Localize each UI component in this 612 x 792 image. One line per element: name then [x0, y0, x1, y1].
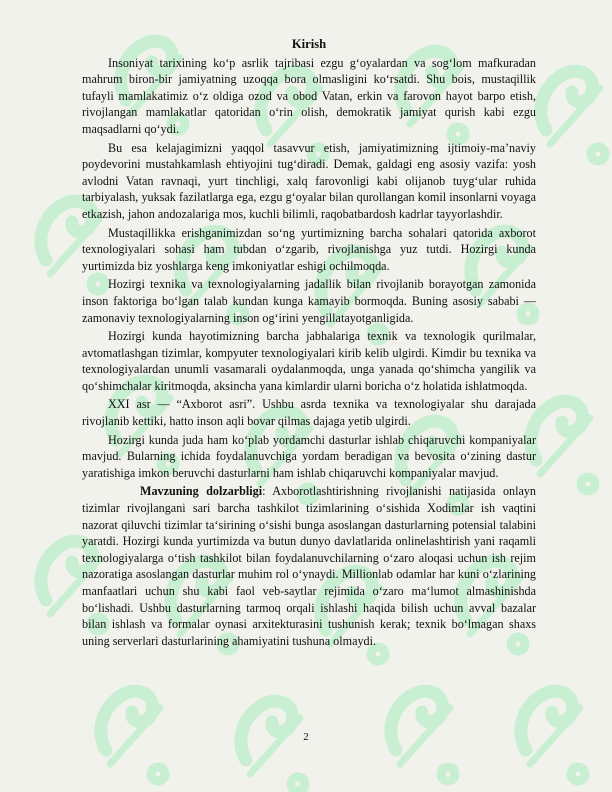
topic-relevance-paragraph	[82, 483, 536, 649]
page-number: 2	[303, 731, 309, 743]
paragraph: Hozirgi texnika va texnologiyalarning jadallik bilan rivojlanib borayotgan zamonida inson faktoriga bo‘lgan talab kundan kunga kamayib bormoqda. Buning asosiy sababi — zamonaviy texnologiyalarning inson og‘irini yengillatayotganligida.	[82, 277, 536, 325]
paragraph: Bu esa kelajagimizni yaqqol tasavvur etish, jamiyatimizning ijtimoiy-ma’naviy poydevorini mustahkamlash ehtiyojini tug‘diradi. Demak, galdagi eng asosiy vazifa: yosh avlodni Vatan ravnaqi, yurt tinchligi, xalq farovonligi kabi olijanob tuyg‘ular ruhida tarbiyalash, yuksak fazilatlarga ega, ezgu g‘oyalar bilan qurollangan komil insonlarni voyaga etkazish, jahon andozalariga mos, kuchli bilimli, raqobatbardosh kadrlar tayyorlashdir.	[82, 140, 536, 221]
section-title: Kirish	[291, 37, 327, 51]
paragraph: Insoniyat tarixining ko‘p asrlik tajribasi ezgu g‘oyalardan va sog‘lom mafkuradan mahrum biron-bir jamiyatning uzoqqa bora olmasligini ko‘rsatdi. Shu bois, mustaqillik tufayli mamlakatimiz o‘z oldiga ozod va obod Vatan, erkin va farovon hayot barpo etish, rivojlangan mamlakatlar qatoridan o‘rin olish, demokratik jamiyat qurish kabi ezgu maqsadlarni qo‘ydi.	[82, 55, 536, 136]
paragraph: Hozirgi kunda hayotimizning barcha jabhalariga texnik va texnologik qurilmalar, avtomatlashgan tizimlar, kompyuter texnologiyalari kirib kelib ulgirdi. Kimdir bu texnika va texnologiyalardan unumli vasamarali oydalanmoqda, unga yanada qo‘shimcha yangilik va qo‘shimchalar kiritmoqda, aksincha yana kimlardir ularni boricha o‘z holatida ishlatmoqda.	[82, 329, 536, 393]
paragraph: Hozirgi kunda juda ham ko‘plab yordamchi dasturlar ishlab chiqaruvchi kompaniyalar mavjud. Bularning ichida foydalanuvchiga yordam beradigan va bevosita o‘zining dastur yaratishiga imkon beruvchi dasturlarni ham ishlab chiqaruvchi kompaniyalar mavjud.	[82, 432, 536, 480]
document-body	[82, 36, 536, 651]
topic-relevance-text: : Axborotlashtirishning rivojlanishi natijasida onlayn tizimlar rivojlangani sari barcha tashkilot tizimlarining o‘sishida Xodimlar ish vaqtini nazorat qiluvchi tizimlar ta‘sirining o‘sishi bunga asoslangan dasturlarning potensial talabini yaratdi. Hozirgi kunda yurtimizda va butun dunyo davlatlarida onlinelashtirish yani raqamli texnologiyalarga o‘tish tashkilot bilan foydalanuvchilarning o‘zaro aloqasi uchun ish rejim nazoratiga asoslangan dasturlar muhim rol o‘ynaydi. Millionlab odamlar har kuni o‘zlarining manfaatlari uchun shu kabi faol veb-saytlar rejimida o‘zaro ma‘lumot almashinishda bo‘lishadi. Ushbu dasturlarning tarmoq orqali ishlashi haqida bilish uchun avval bazalar bilan ishlash va formalar oynasi arxitekturasini tushunish kerak; texnik bo‘lmagan shaxs uning serverlari dasturlarining ahamiyatini tushuna olmaydi.	[82, 484, 536, 648]
topic-relevance-label: Mavzuning dolzarbligi	[140, 484, 263, 499]
paragraph: XXI asr — “Axborot asri”. Ushbu asrda texnika va texnologiyalar shu darajada rivojlanib kettiki, hatto inson aqli bovar qilmas dajaga yetib ulgirdi.	[82, 397, 536, 429]
paragraph: Mustaqillikka erishganimizdan so‘ng yurtimizning barcha sohalari qatorida axborot texnologiyalari sohasi ham tubdan o‘zgarib, rivojlanishga yuz tutdi. Hozirgi kunda yurtimizda biz yoshlarga keng imkoniyatlar eshigi ochilmoqda.	[82, 225, 536, 273]
